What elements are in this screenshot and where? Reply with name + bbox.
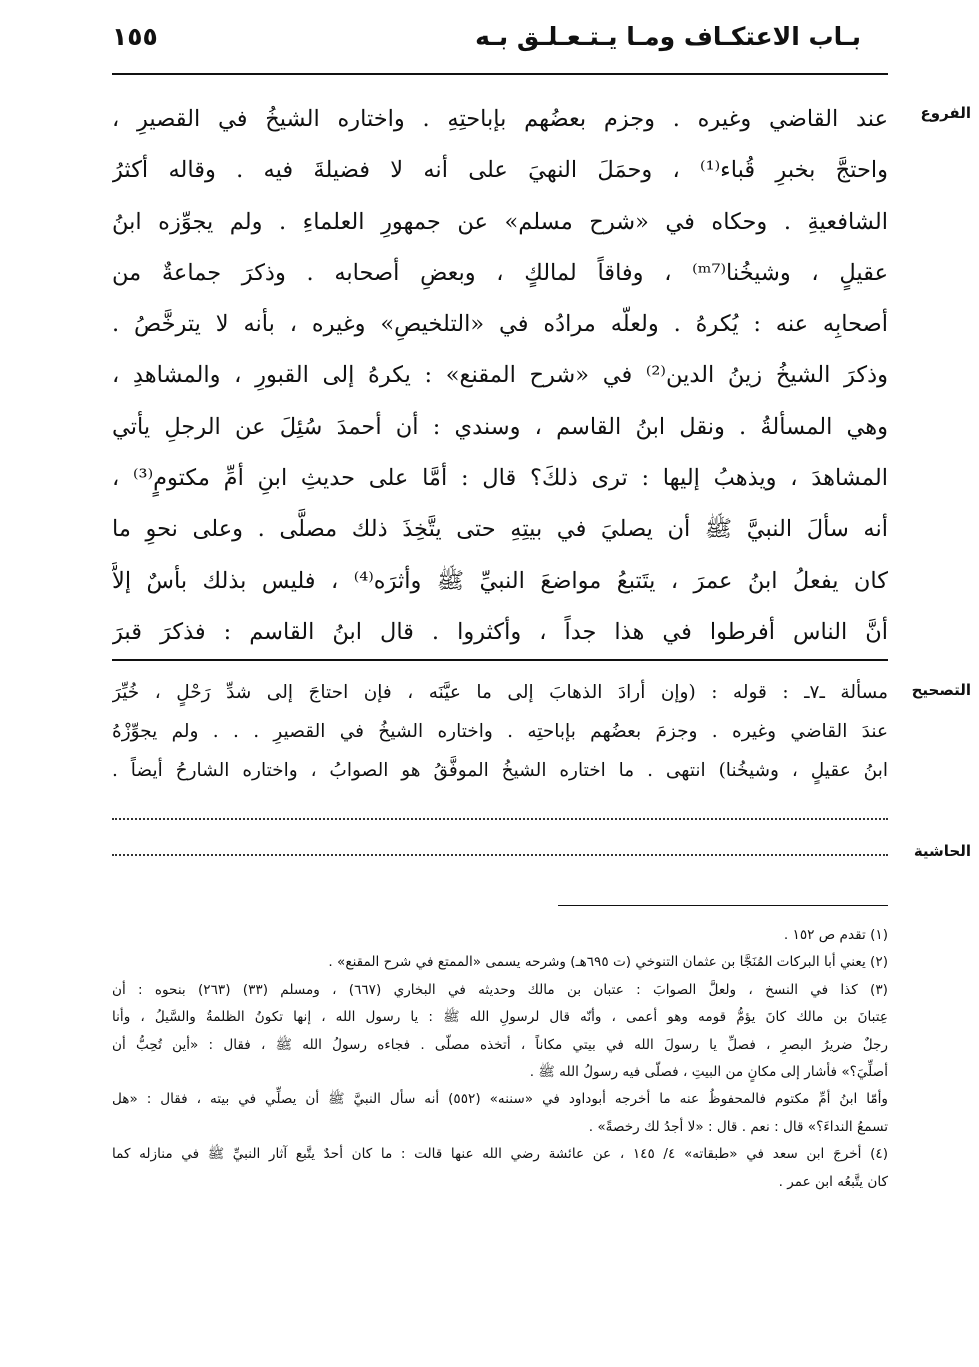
footnote-line: وأمّا ابنُ أمِّ مكتوم فالمحفوظُ عنه ما أخرجه أبوداود في «سننه» (٥٥٢) أنه سأل النبيَّ ﷺ أن يصلِّي في بيته ، فقال : «هل <box>112 1091 888 1108</box>
footnote-line: رجلٌ ضريرُ البصرِ ، فصلِّ يا رسولَ الله في بيتي مكاناً ، أتخذه مصلّى . فجاءه رسولُ الله ﷺ ، فقال : «أين تُحِبُّ أن <box>112 1036 888 1053</box>
footnote-line: تسمعُ النداءَ؟» قال : نعم . قال : «لا أجدُ لك رخصةً» . <box>588 1118 888 1135</box>
footnote-line: كان يتَّبعُه ابن عمر . <box>778 1173 888 1190</box>
page-number: ١٥٥ <box>112 22 158 51</box>
label-tashih: التصحيح <box>911 681 971 699</box>
main-line: كان يفعلُ ابنُ عمرَ ، يتَتبعُ مواضعَ النبيِّ ﷺ وأثرَه⁽⁴⁾ ، فليس بذلك بأسٌ إلاَّ <box>112 567 888 594</box>
main-line: واحتجَّ بخبرِ قُباء⁽¹⁾ ، وحمَلَ النهيَ على أنه لا فضيلةَ فيه . وقاله أكثرُ <box>112 157 888 184</box>
tashih-line: مسألة ـ٧ـ : قوله : (وإن أرادَ الذهابَ إلى ما عيَّنَه ، فإن احتاجَ إلى شدِّ رَحْلٍ ، خُيِّرَ <box>112 682 888 703</box>
main-line: عقيلٍ ، وشيخُنا⁽ᵐ⁷⁾ ، وفاقاً لمالكٍ ، وبعضِ أصحابه . وذكرَ جماعةٌ من <box>112 259 888 286</box>
main-line: المشاهدَ ، ويذهبُ إليها : ترى ذلكَ؟ قال : أمَّا على حديثِ ابنِ أمِّ مكتومٍ⁽³⁾ ، <box>112 465 888 492</box>
footnotes <box>112 922 888 1196</box>
main-line: وذكرَ الشيخُ زينُ الدين⁽²⁾ في «شرح المقنع» : يكرهُ إلى القبورِ ، والمشاهدِ ، <box>112 362 888 389</box>
main-line: وهي المسألةُ . ونقل ابنُ القاسم ، وسندي : أن أحمدَ سُئِلَ عن الرجلِ يأتي <box>112 413 888 440</box>
label-hashiya: الحاشية <box>913 842 971 860</box>
tashih-line: عندَ القاضي وغيره . وجزمَ بعضُهم بإباحتِه . واختاره الشيخُ في القصيرِ . . . ولم يجوِّزْهُ <box>112 721 888 742</box>
main-text <box>112 94 888 658</box>
running-header-title: بـاب الاعتكـاف ومـا يـتـعـلـق بـه <box>475 22 861 51</box>
footnote-rule <box>558 905 888 906</box>
footnote-line: (٣) كذا في النسخ ، ولعلَّ الصوابَ : عتبان بن مالك وحديثه في البخاري (٦٦٧) ، ومسلم (٣٣) (٢٦٣) بنحوه : أن <box>112 981 888 998</box>
footnote-line: (٢) يعني أبا البركات المُنَجَّا بن عثمان التنوخي (ت ٦٩٥هـ) وشرحه يسمى «الممتع في شرح المقنع» . <box>328 954 888 971</box>
footnote-line: (٤) أخرجَ ابن سعد في «طبقاته» ٤/ ١٤٥ ، عن عائشة رضي الله عنها قالت : ما كان أحدٌ يتَّبع آثار النبيِّ ﷺ في منازله كما <box>112 1146 888 1163</box>
section-separator <box>112 659 888 661</box>
tashih-text <box>112 673 888 790</box>
main-line: أنه سألَ النبيَّ ﷺ أن يصليَ في بيتِهِ حتى يتَّخِذَ ذلك مصلَّى . وعلى نحوِ ما <box>112 516 888 543</box>
hashiya-dotted-line <box>112 854 888 856</box>
main-line: أنَّ الناس أفرطوا في هذا جداً ، وأكثروا . قال ابنُ القاسم : فذكرَ قبرَ <box>112 618 888 645</box>
footnote-line: عِتبانَ بن مالك كانَ يؤمُّ قومه وهو أعمى ، وأنّه قال لرسولِ الله ﷺ : يا رسول الله ، إنها تكونُ الظلمةُ والسَّيلُ ، وأنا <box>112 1009 888 1026</box>
label-furu: الفروع <box>920 104 971 122</box>
main-line: عند القاضي وغيره . وجزم بعضُهم بإباحتِهِ . واختاره الشيخُ في القصيرِ ، <box>112 106 888 132</box>
main-line: أصحابِه عنه : يُكرهُ . ولعلّه مرادُه في «التلخيصِ» وغيره ، بأنه لا يترخَّصُ . <box>112 311 888 338</box>
footnote-line: أصلِّيَ؟» فأشار إلى مكانٍ من البيتِ ، فصلّى فيه رسولُ الله ﷺ . <box>529 1064 888 1081</box>
footnote-line: (١) تقدم ص ١٥٢ . <box>783 927 888 943</box>
tashih-line: ابنُ عقيلٍ ، وشيخُنا) انتهى . ما اختاره الشيخُ الموفَّقُ هو الصوابُ ، واختاره الشارحُ أيضاً . <box>112 760 888 781</box>
main-line: الشافعيةِ . وحكاه في «شرح مسلم» عن جمهورِ العلماءِ . ولم يجوِّزه ابنُ <box>112 208 888 235</box>
header-rule <box>112 73 888 75</box>
tashih-dotted-line <box>112 818 888 820</box>
